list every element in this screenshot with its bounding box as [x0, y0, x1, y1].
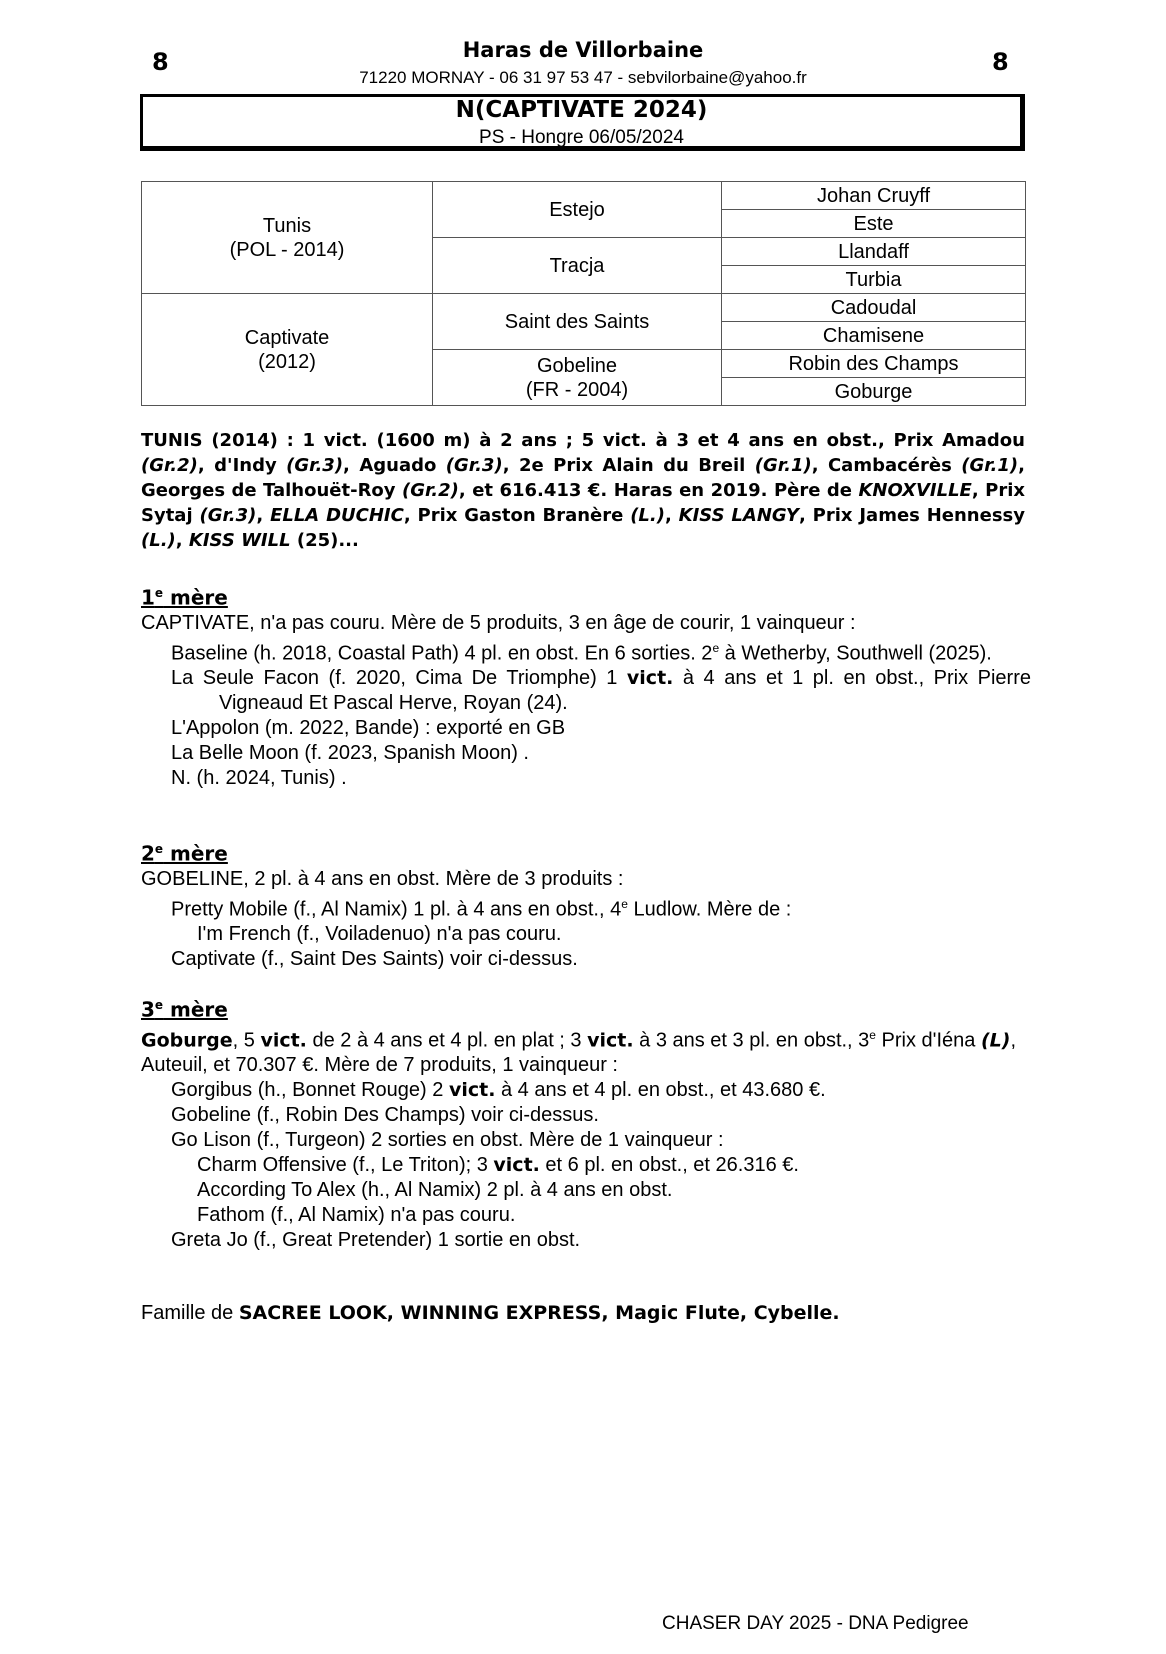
lot-number-right: 8 — [992, 48, 1009, 76]
section-third-dam — [141, 992, 1031, 1253]
horse-name: N(CAPTIVATE 2024) — [455, 97, 708, 123]
pedigree-dam — [142, 294, 433, 406]
list-item: Pretty Mobile (f., Al Namix) 1 pl. à 4 ans en obst., 4e Ludlow. Mère de : — [171, 896, 792, 921]
horse-info: PS - Hongre 06/05/2024 — [479, 127, 684, 148]
section-heading: 2e mère — [141, 841, 228, 866]
pedigree-ancestor: Chamisene — [722, 322, 1026, 350]
pedigree-detail: (POL - 2014) — [229, 238, 345, 261]
pedigree-ancestor: Este — [722, 210, 1026, 238]
section-second-dam — [141, 836, 1031, 972]
pedigree-dam-sire — [433, 294, 722, 350]
dam-intro: CAPTIVATE, n'a pas couru. Mère de 5 produits, 3 en âge de courir, 1 vainqueur : — [141, 611, 856, 634]
list-item: Gorgibus (h., Bonnet Rouge) 2 vict. à 4 ans et 4 pl. en obst., et 43.680 €. — [171, 1079, 826, 1102]
section-heading: 1e mère — [141, 585, 228, 610]
pedigree-name: Saint des Saints — [504, 310, 650, 333]
pedigree-sire-dam — [433, 238, 722, 294]
pedigree-name: Estejo — [549, 198, 605, 221]
pedigree-detail: (2012) — [258, 350, 316, 373]
pedigree-name: Tunis — [262, 214, 312, 237]
list-item: Baseline (h. 2018, Coastal Path) 4 pl. en obst. En 6 sorties. 2e à Wetherby, Southwell (2025). — [171, 640, 992, 665]
pedigree-dam-dam — [433, 350, 722, 406]
list-item: N. (h. 2024, Tunis) . — [171, 767, 347, 790]
pedigree-table — [141, 181, 1026, 406]
list-item: Captivate (f., Saint Des Saints) voir ci-dessus. — [171, 948, 578, 971]
pedigree-ancestor: Cadoudal — [722, 294, 1026, 322]
dam-intro: GOBELINE, 2 pl. à 4 ans en obst. Mère de 3 produits : — [141, 867, 624, 890]
list-item: La Seule Facon (f. 2020, Cima De Triomphe) 1 vict. à 4 ans et 1 pl. en obst., Prix Pierre Vigneaud Et Pascal Herve, Royan (24). — [171, 667, 1031, 715]
pedigree-name: Captivate — [244, 326, 330, 349]
pedigree-ancestor: Turbia — [722, 266, 1026, 294]
section-first-dam — [141, 580, 1031, 791]
pedigree-sire-sire — [433, 182, 722, 238]
footer: CHASER DAY 2025 - DNA Pedigree — [662, 1613, 969, 1634]
list-item: Greta Jo (f., Great Pretender) 1 sortie en obst. — [171, 1229, 581, 1252]
list-item: Go Lison (f., Turgeon) 2 sorties en obst. Mère de 1 vainqueur : — [171, 1129, 724, 1152]
list-item: I'm French (f., Voiladenuo) n'a pas couru. — [197, 923, 562, 946]
list-item: According To Alex (h., Al Namix) 2 pl. à 4 ans en obst. — [197, 1179, 673, 1202]
pedigree-ancestor: Goburge — [722, 378, 1026, 406]
list-item: L'Appolon (m. 2022, Bande) : exporté en GB — [171, 717, 566, 740]
haras-contact: 71220 MORNAY - 06 31 97 53 47 - sebvilorbaine@yahoo.fr — [359, 68, 807, 87]
haras-name: Haras de Villorbaine — [462, 38, 704, 62]
pedigree-ancestor: Johan Cruyff — [722, 182, 1026, 210]
list-item: La Belle Moon (f. 2023, Spanish Moon) . — [171, 742, 529, 765]
horse-title-box — [140, 94, 1025, 151]
pedigree-name: Tracja — [549, 254, 605, 277]
pedigree-detail: (FR - 2004) — [525, 378, 629, 401]
lot-number-left: 8 — [152, 48, 169, 76]
family-line: Famille de SACREE LOOK, WINNING EXPRESS, Magic Flute, Cybelle. — [141, 1302, 840, 1324]
pedigree-ancestor: Robin des Champs — [722, 350, 1026, 378]
list-item: Charm Offensive (f., Le Triton); 3 vict. et 6 pl. en obst., et 26.316 €. — [197, 1154, 799, 1177]
list-item: Gobeline (f., Robin Des Champs) voir ci-dessus. — [171, 1104, 599, 1127]
section-heading: 3e mère — [141, 997, 228, 1022]
sire-paragraph: TUNIS (2014) : 1 vict. (1600 m) à 2 ans ; 5 vict. à 3 et 4 ans en obst., Prix Amadou (Gr.2), d'Indy (Gr.3), Aguado (Gr.3), 2e Prix Alain du Breil (Gr.1), Cambacérès (Gr.1), Georges de Talhouët-Roy (Gr.2), et 616.413 €. Haras en 2019. Père de KNOXVILLE, Prix Sytaj (Gr.3), ELLA DUCHIC, Prix Gaston Branère (L.), KISS LANGY, Prix James Hennessy (L.), KISS WILL (25)... — [141, 430, 1025, 551]
pedigree-name: Gobeline — [536, 354, 618, 377]
list-item: Fathom (f., Al Namix) n'a pas couru. — [197, 1204, 516, 1227]
pedigree-sire — [142, 182, 433, 294]
pedigree-ancestor: Llandaff — [722, 238, 1026, 266]
dam-intro: Goburge, 5 vict. de 2 à 4 ans et 4 pl. en plat ; 3 vict. à 3 ans et 3 pl. en obst., 3e Prix d'Iéna (L), Auteuil, et 70.307 €. Mère de 7 produits, 1 vainqueur : — [141, 1027, 1017, 1077]
